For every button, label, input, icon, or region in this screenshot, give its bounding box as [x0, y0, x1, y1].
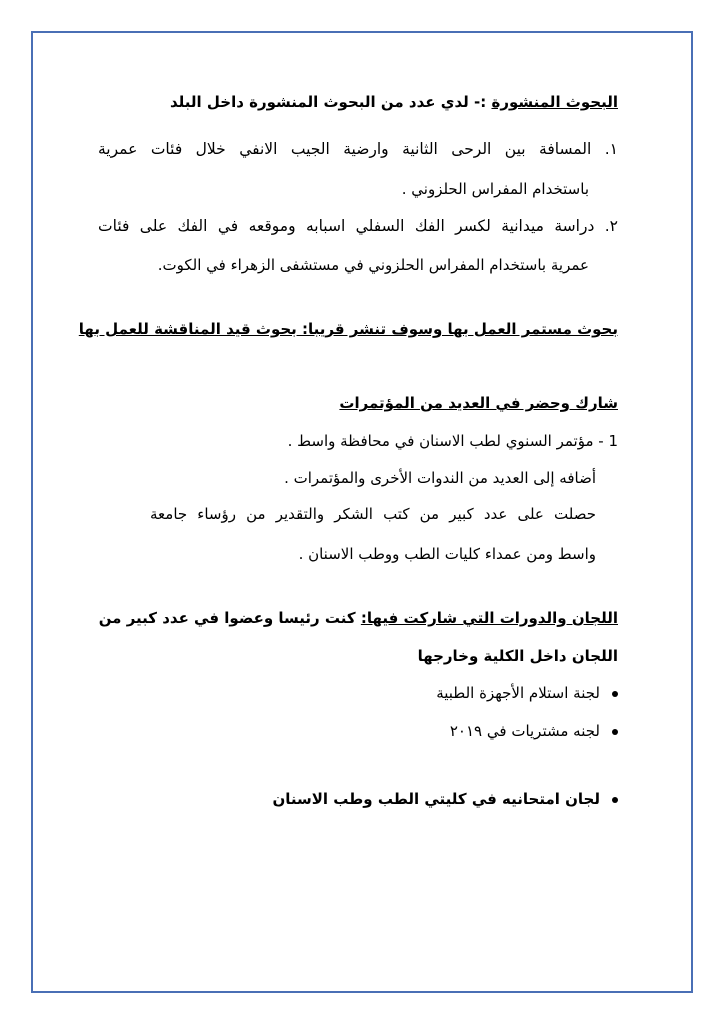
ongoing-research: بحوث مستمر العمل بها وسوف تنشر قريبا: بحوث قيد المناقشة للعمل بها [78, 320, 618, 338]
published-heading-line [98, 90, 618, 114]
conferences-line-2: أضافه إلى العديد من الندوات الأخرى والمؤتمرات . [284, 469, 596, 487]
committee-item-1 [98, 681, 618, 705]
bullet-icon [612, 691, 618, 697]
committees-heading-line-2: اللجان داخل الكلية وخارجها [417, 647, 618, 665]
committee-item-label: لجان امتحانيه في كليتي الطب وطب الاسنان [272, 790, 600, 808]
committees-heading-line [98, 606, 618, 630]
committee-item-2 [98, 719, 618, 743]
published-heading-rest: :- لدي عدد من البحوث المنشورة داخل البلد [169, 93, 487, 111]
conferences-line-4: واسط ومن عمداء كليات الطب ووطب الاسنان . [298, 545, 596, 563]
published-heading: البحوث المنشورة [491, 93, 618, 111]
published-item-1-line-1: ١. المسافة بين الرحى الثانية وارضية الجيب الانفي خلال فئات عمرية [98, 140, 618, 158]
committees-heading: اللجان والدورات التي شاركت فيها: [360, 609, 618, 627]
published-item-1-line-2: باستخدام المفراس الحلزوني . [401, 180, 589, 198]
published-item-2-line-1: ٢. دراسة ميدانية لكسر الفك السفلي اسبابه وموقعه في الفك على فئات [98, 217, 618, 235]
bullet-icon [612, 729, 618, 735]
committees-heading-rest: كنت رئيسا وعضوا في عدد كبير من [98, 609, 356, 627]
committee-item-label: لجنة استلام الأجهزة الطبية [436, 684, 600, 702]
bullet-icon [612, 797, 618, 803]
conferences-line-3: حصلت على عدد كبير من كتب الشكر والتقدير من رؤساء جامعة [150, 505, 596, 523]
committee-item-label: لجنه مشتريات في ٢٠١٩ [449, 722, 600, 740]
published-item-2-line-2: عمرية باستخدام المفراس الحلزوني في مستشفى الزهراء في الكوت. [157, 256, 589, 274]
conferences-line-1: 1 - مؤتمر السنوي لطب الاسنان في محافظة واسط . [287, 432, 618, 450]
conferences-heading: شارك وحضر في العديد من المؤتمرات [339, 394, 618, 412]
committee-item-3 [98, 787, 618, 811]
